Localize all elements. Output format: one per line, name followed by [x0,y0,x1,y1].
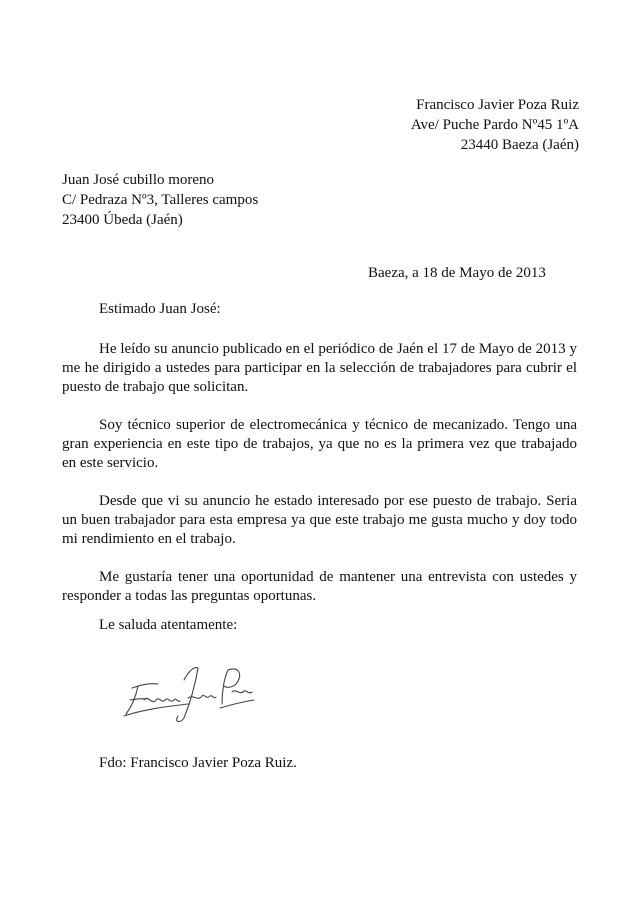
letter-body [62,340,577,625]
handwritten-signature [118,658,258,728]
body-paragraph: Me gustaría tener una oportunidad de mantener una entrevista con ustedes y responder a todas las preguntas oportunas. [62,569,577,604]
body-paragraph: Soy técnico superior de electromecánica y técnico de mecanizado. Tengo una gran experiencia en este tipo de trabajos, ya que no es la primera vez que trabajado en este servicio. [62,417,577,471]
recipient-city: 23400 Úbeda (Jaén) [62,212,183,228]
recipient-block [62,170,258,230]
letter-date: Baeza, a 18 de Mayo de 2013 [368,265,546,281]
greeting: Estimado Juan José: [99,301,221,317]
body-paragraph: Desde que vi su anuncio he estado interesado por ese puesto de trabajo. Seria un buen trabajador para esta empresa ya que este trabajo me gusta mucho y doy todo mi rendimiento en el trabajo. [62,493,577,547]
sender-name: Francisco Javier Poza Ruiz [416,97,579,113]
signoff-line: Fdo: Francisco Javier Poza Ruiz. [99,755,297,771]
sender-address: Ave/ Puche Pardo Nº45 1ºA [410,117,579,133]
body-paragraph: He leído su anuncio publicado en el periódico de Jaén el 17 de Mayo de 2013 y me he dirigido a ustedes para participar en la selección de trabajadores para cubrir el puesto de trabajo que solicitan. [62,341,577,395]
recipient-address: C/ Pedraza Nº3, Talleres campos [62,192,259,208]
closing-line: Le saluda atentamente: [99,617,238,633]
sender-block [411,95,579,155]
sender-city: 23440 Baeza (Jaén) [460,137,579,153]
recipient-name: Juan José cubillo moreno [62,172,215,188]
